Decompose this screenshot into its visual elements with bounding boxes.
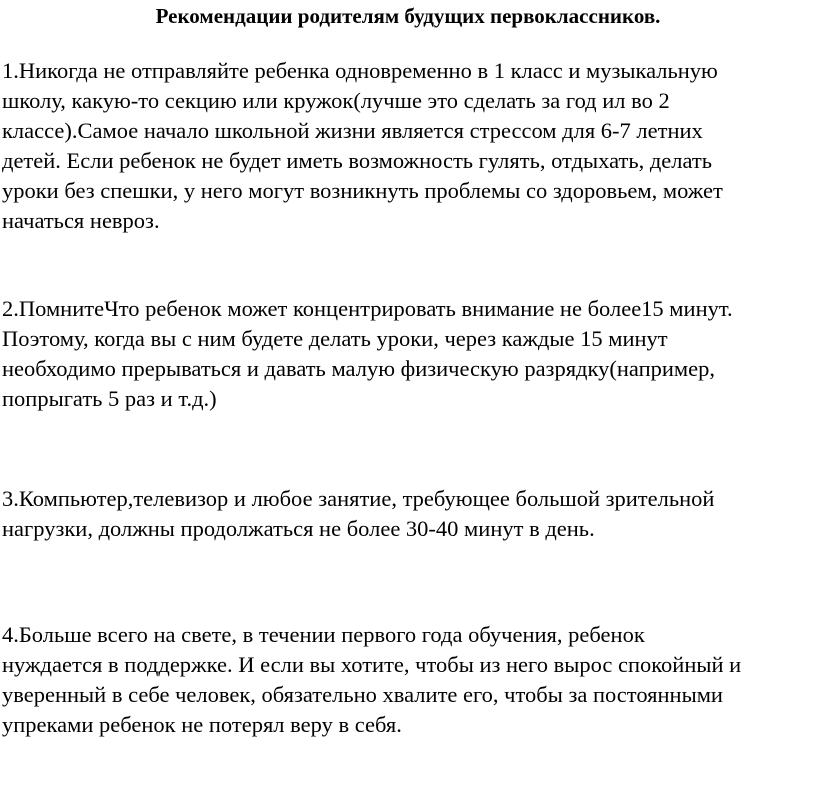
paragraph-line: уроки без спешки, у него могут возникнуть проблемы со здоровьем, может — [2, 178, 723, 203]
paragraph-line: 3.Компьютер,телевизор и любое занятие, требующее большой зрительной — [2, 486, 715, 511]
paragraph-line: упреками ребенок не потерял веру в себя. — [2, 712, 402, 737]
recommendation-4 — [2, 620, 808, 740]
paragraph-line: попрыгать 5 раз и т.д.) — [2, 386, 217, 411]
paragraph-line: детей. Если ребенок не будет иметь возможность гулять, отдыхать, делать — [2, 148, 712, 173]
paragraph-line: Поэтому, когда вы с ним будете делать уроки, через каждые 15 минут — [2, 326, 668, 351]
paragraph-line: начаться невроз. — [2, 208, 160, 233]
paragraph-line: школу, какую-то секцию или кружок(лучше это сделать за год ил во 2 — [2, 88, 670, 113]
document-title: Рекомендации родителям будущих первоклассников. — [155, 4, 661, 28]
paragraph-line: уверенный в себе человек, обязательно хвалите его, чтобы за постоянными — [2, 682, 723, 707]
paragraph-line: нагрузки, должны продолжаться не более 30-40 минут в день. — [2, 516, 595, 541]
recommendation-2 — [2, 294, 808, 414]
paragraph-line: 4.Больше всего на свете, в течении первого года обучения, ребенок — [2, 622, 645, 647]
paragraph-line: нуждается в поддержке. И если вы хотите, чтобы из него вырос спокойный и — [2, 652, 742, 677]
recommendation-1 — [2, 56, 808, 236]
paragraph-line: 1.Никогда не отправляйте ребенка одновременно в 1 класс и музыкальную — [2, 58, 718, 83]
recommendation-3 — [2, 484, 808, 544]
paragraph-line: 2.ПомнитеЧто ребенок может концентрировать внимание не более15 минут. — [2, 296, 733, 321]
paragraph-line: классе).Самое начало школьной жизни является стрессом для 6-7 летних — [2, 118, 703, 143]
paragraph-line: необходимо прерываться и давать малую физическую разрядку(например, — [2, 356, 716, 381]
